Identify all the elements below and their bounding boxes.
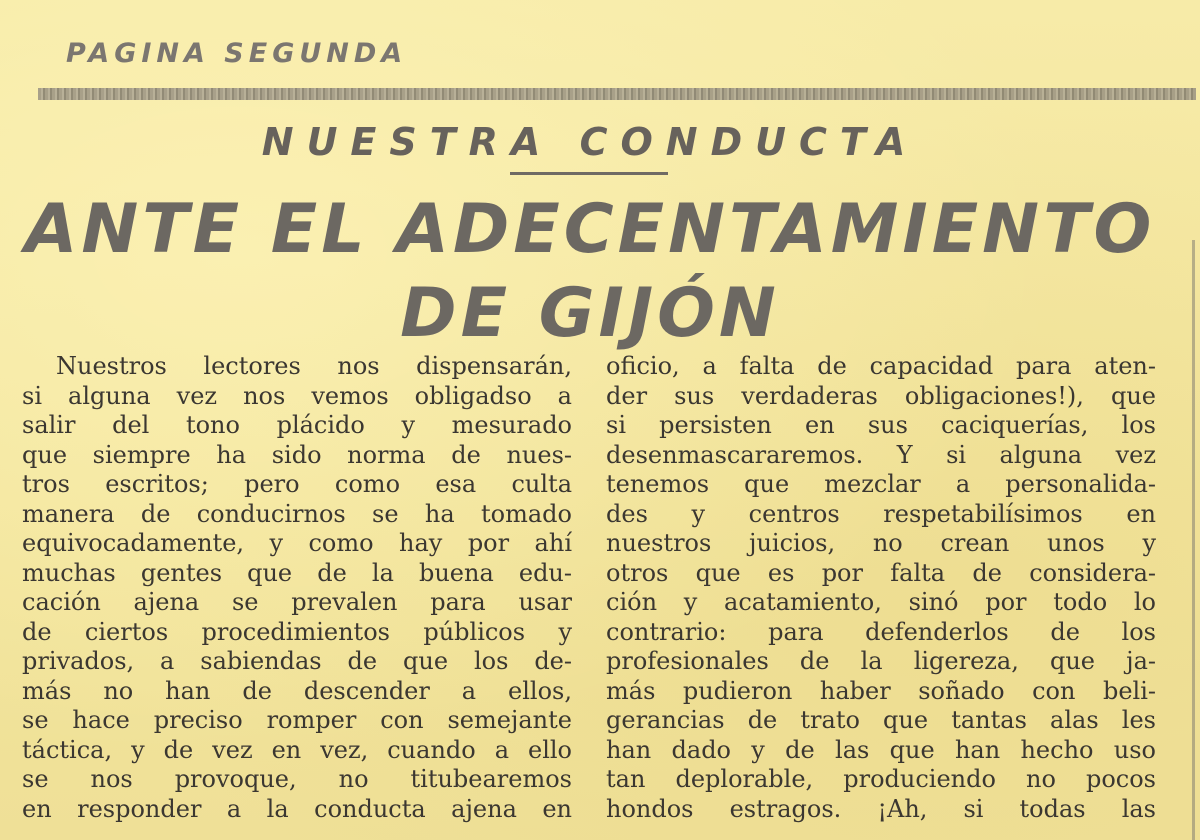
article-column-right bbox=[606, 352, 1156, 824]
text-line: des y centros respetabilísimos en bbox=[606, 499, 1156, 528]
column-rule bbox=[1192, 240, 1195, 840]
text-line: der sus verdaderas obligaciones!), que bbox=[606, 381, 1156, 410]
text-line: salir del tono plácido y mesurado bbox=[22, 411, 572, 439]
kicker: NUESTRA CONDUCTA bbox=[261, 120, 919, 164]
text-line: otros que es por falta de considera- bbox=[606, 558, 1156, 587]
text-line: gerancias de trato que tantas alas les bbox=[606, 706, 1156, 734]
headline-line-1: ANTE EL ADECENTAMIENTO bbox=[24, 190, 1156, 269]
text-line: se hace preciso romper con semejante bbox=[22, 706, 572, 734]
text-line: tenemos que mezclar a personalida- bbox=[606, 470, 1156, 498]
text-line: privados, a sabiendas de que los de- bbox=[22, 647, 572, 675]
text-line: contrario: para defenderlos de los bbox=[606, 617, 1156, 646]
text-line: se nos provoque, no titubearemos bbox=[22, 765, 572, 793]
text-line: más pudieron haber soñado con beli- bbox=[606, 676, 1156, 705]
text-line: nuestros juicios, no crean unos y bbox=[606, 529, 1156, 557]
text-line: manera de conducirnos se ha tomado bbox=[22, 499, 572, 528]
headline-line-2: DE GIJÓN bbox=[400, 274, 780, 353]
headline bbox=[0, 188, 1180, 356]
text-line: de ciertos procedimientos públicos y bbox=[22, 617, 572, 646]
text-line: cación ajena se prevalen para usar bbox=[22, 588, 572, 616]
text-line: equivocadamente, y como hay por ahí bbox=[22, 529, 572, 557]
text-line: han dado y de las que han hecho uso bbox=[606, 735, 1156, 764]
text-line: oficio, a falta de capacidad para aten- bbox=[606, 352, 1156, 380]
text-line: táctica, y de vez en vez, cuando a ello bbox=[22, 735, 572, 764]
text-line: profesionales de la ligereza, que ja- bbox=[606, 647, 1156, 675]
text-line: en responder a la conducta ajena en bbox=[22, 794, 572, 823]
text-line: que siempre ha sido norma de nues- bbox=[22, 440, 572, 469]
text-line: Nuestros lectores nos dispensarán, bbox=[56, 352, 572, 380]
text-line: si alguna vez nos vemos obligadso a bbox=[22, 381, 572, 410]
kicker-underline bbox=[510, 172, 668, 175]
text-line: hondos estragos. ¡Ah, si todas las bbox=[606, 794, 1156, 823]
text-line: si persisten en sus caciquerías, los bbox=[606, 411, 1156, 439]
text-line: más no han de descender a ellos, bbox=[22, 676, 572, 705]
text-line: tros escritos; pero como esa culta bbox=[22, 470, 572, 498]
header-rule bbox=[38, 88, 1196, 100]
text-line: desenmascararemos. Y si alguna vez bbox=[606, 440, 1156, 469]
text-line: ción y acatamiento, sinó por todo lo bbox=[606, 588, 1156, 616]
article-column-left bbox=[22, 352, 572, 824]
text-line: muchas gentes que de la buena edu- bbox=[22, 558, 572, 587]
page-header: PAGINA SEGUNDA bbox=[66, 38, 408, 69]
text-line: tan deplorable, produciendo no pocos bbox=[606, 765, 1156, 793]
